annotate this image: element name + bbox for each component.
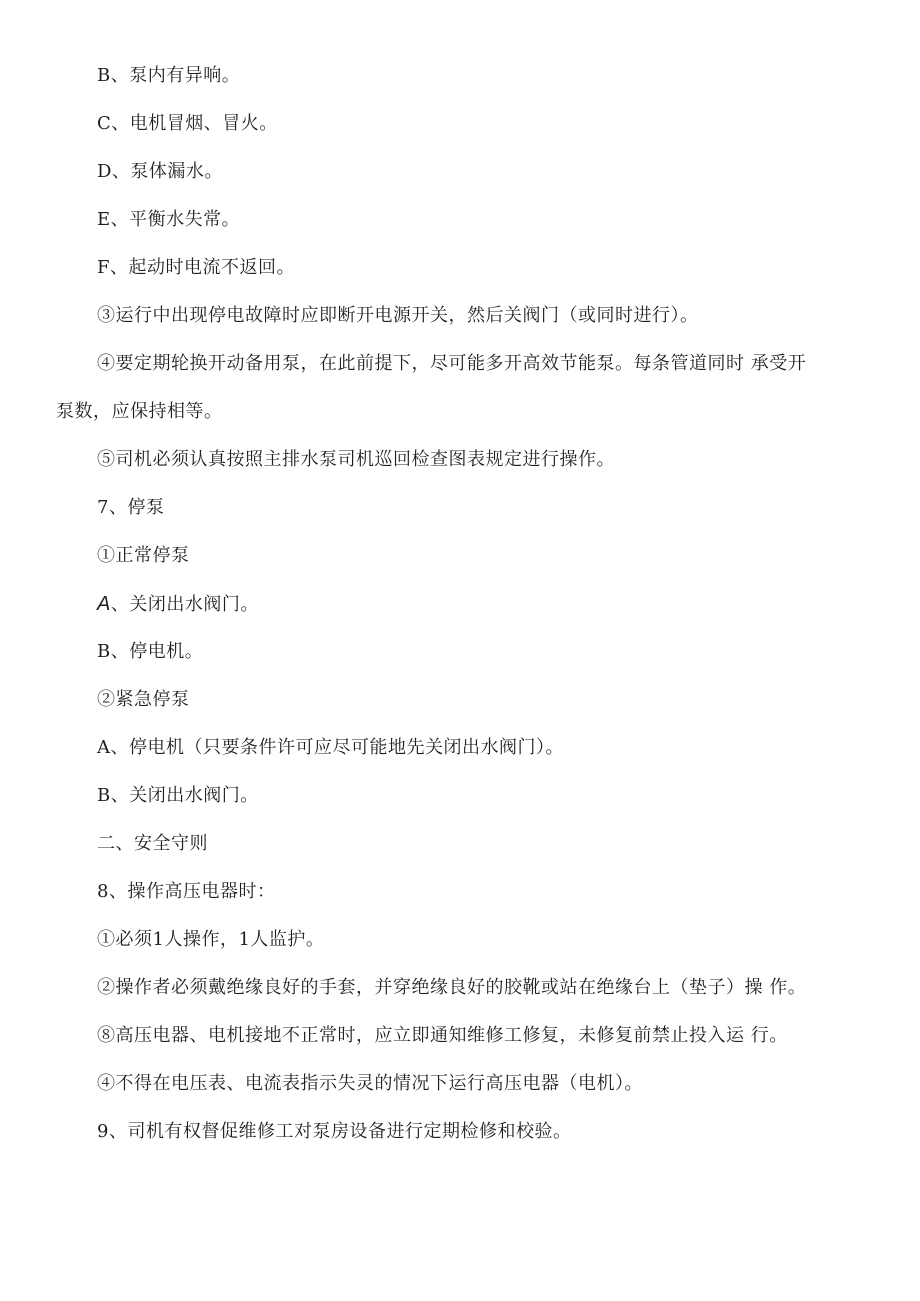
text-line: E、平衡水失常。 — [97, 209, 241, 230]
text-line: B、泵内有异响。 — [97, 65, 241, 86]
italic-letter: A — [97, 593, 111, 615]
text-line: ④不得在电压表、电流表指示失灵的情况下运行高压电器（电机）。 — [97, 1073, 643, 1094]
text-line: ④要定期轮换开动备用泵，在此前提下，尽可能多开高效节能泵。每条管道同时 承受开 — [97, 353, 807, 374]
text-line — [97, 592, 259, 617]
text-line: ⑧高压电器、电机接地不正常时，应立即通知维修工修复，未修复前禁止投入运 行。 — [97, 1025, 788, 1046]
text-line: ①必须1人操作，1人监护。 — [97, 929, 325, 950]
text-line: A、停电机（只要条件许可应尽可能地先关闭出水阀门）。 — [97, 737, 564, 758]
text-line: ③运行中出现停电故障时应即断开电源开关，然后关阀门（或同时进行）。 — [97, 305, 699, 326]
text-line: ①正常停泵 — [97, 545, 190, 566]
text-line: F、起动时电流不返回。 — [97, 257, 295, 278]
text-line: 9、司机有权督促维修工对泵房设备进行定期检修和校验。 — [97, 1121, 572, 1142]
section-heading: 二、安全守则 — [97, 833, 208, 854]
text-line: D、泵体漏水。 — [97, 161, 223, 182]
text-line: 8、操作高压电器时： — [97, 881, 276, 902]
text-line-rest: 、关闭出水阀门。 — [110, 594, 259, 615]
text-line: ⑤司机必须认真按照主排水泵司机巡回检查图表规定进行操作。 — [97, 449, 615, 470]
text-line: C、电机冒烟、冒火。 — [97, 113, 278, 134]
text-line: ②紧急停泵 — [97, 689, 190, 710]
text-line: B、关闭出水阀门。 — [97, 785, 259, 806]
text-line: B、停电机。 — [97, 641, 204, 662]
section-heading: 7、停泵 — [97, 497, 165, 518]
text-line: ②操作者必须戴绝缘良好的手套，并穿绝缘良好的胶靴或站在绝缘台上（垫子）操 作。 — [97, 977, 807, 998]
text-line-continuation: 泵数，应保持相等。 — [56, 401, 223, 422]
